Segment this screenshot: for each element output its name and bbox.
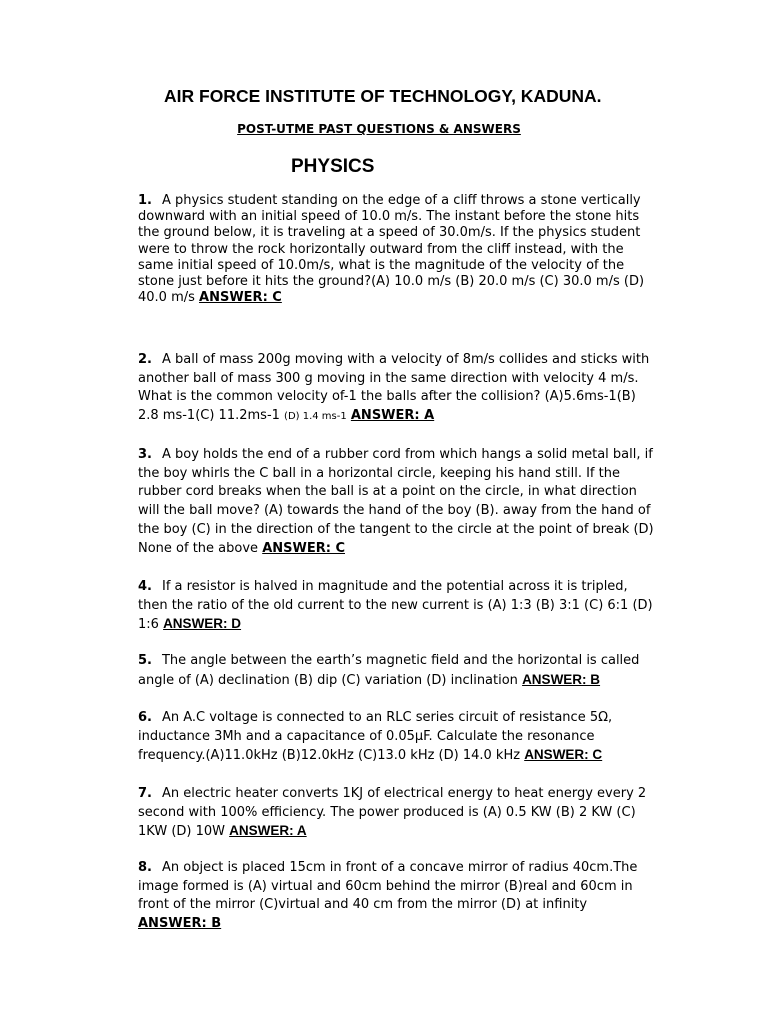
question-number: 7. <box>138 786 152 801</box>
institution-title: AIR FORCE INSTITUTE OF TECHNOLOGY, KADUNA. <box>164 86 602 106</box>
answer-label: ANSWER: A <box>350 408 435 424</box>
question-text-small: (D) 1.4 ms-1 <box>284 411 347 423</box>
question-text: A ball of mass 200g moving with a velocity of 8m/s collides and sticks with another ball of mass 300 g moving in the same direction with velocity 4 m/s. What is the common velocity of-1 the balls after the collision? (A)5.6ms-1(B) 2.8 ms-1(C) 11.2ms-1 <box>138 352 650 424</box>
question-1 <box>138 193 658 306</box>
question-6 <box>138 709 658 766</box>
question-4 <box>138 578 658 635</box>
question-number: 6. <box>138 710 152 725</box>
question-text: An object is placed 15cm in front of a concave mirror of radius 40cm.The image formed is (A) virtual and 60cm behind the mirror (B)real and 60cm in front of the mirror (C)virtual and 40 cm from the mirror (D) at infinity <box>138 860 638 913</box>
question-number: 3. <box>138 447 152 462</box>
question-5 <box>138 652 658 690</box>
question-number: 2. <box>138 352 152 367</box>
question-number: 5. <box>138 653 152 668</box>
answer-label: ANSWER: B <box>138 916 222 932</box>
question-text: An A.C voltage is connected to an RLC series circuit of resistance 5Ω, inductance 3Mh and a capacitance of 0.05μF. Calculate the resonance frequency.(A)11.0kHz (B)12.0kHz (C)13.0 kHz (D) 14.0 kHz <box>138 710 613 764</box>
question-8 <box>138 859 658 934</box>
answer-label: ANSWER: A <box>229 823 307 839</box>
answer-label: ANSWER: B <box>522 671 601 687</box>
question-2 <box>138 351 658 427</box>
question-text: A physics student standing on the edge of a cliff throws a stone vertically downward with an initial speed of 10.0 m/s. The instant before the stone hits the ground below, it is traveling at a speed of 30.0m/s. If the physics student were to throw the rock horizontally outward from the cliff instead, with the same initial speed of 10.0m/s, what is the magnitude of the velocity of the stone just before it hits the ground?(A) 10.0 m/s (B) 20.0 m/s (C) 30.0 m/s (D) 40.0 m/s <box>138 193 645 306</box>
answer-label: ANSWER: C <box>262 540 345 556</box>
answer-label: ANSWER: D <box>163 616 242 632</box>
question-number: 4. <box>138 579 152 594</box>
question-3 <box>138 446 658 558</box>
question-text: A boy holds the end of a rubber cord from which hangs a solid metal ball, if the boy whirls the C ball in a horizontal circle, keeping his hand still. If the rubber cord breaks when the ball is at a point on the circle, in what direction will the ball move? (A) towards the hand of the boy (B). away from the hand of the boy (C) in the direction of the tangent to the circle at the point of break (D) None of the above <box>138 447 654 556</box>
question-text: An electric heater converts 1KJ of electrical energy to heat energy every 2 second with 100% efficiency. The power produced is (A) 0.5 KW (B) 2 KW (C) 1KW (D) 10W <box>138 786 647 840</box>
answer-label: ANSWER: C <box>199 290 282 306</box>
question-number: 1. <box>138 193 152 208</box>
document-subtitle: POST-UTME PAST QUESTIONS & ANSWERS <box>237 122 521 136</box>
question-7 <box>138 785 658 842</box>
question-number: 8. <box>138 860 152 875</box>
answer-label: ANSWER: C <box>524 747 603 763</box>
subject-heading: PHYSICS <box>291 156 375 177</box>
question-text: If a resistor is halved in magnitude and the potential across it is tripled, then the ratio of the old current to the new current is (A) 1:3 (B) 3:1 (C) 6:1 (D) 1:6 <box>138 579 653 633</box>
question-text: The angle between the earth’s magnetic field and the horizontal is called angle of (A) declination (B) dip (C) variation (D) inclination <box>138 653 640 688</box>
